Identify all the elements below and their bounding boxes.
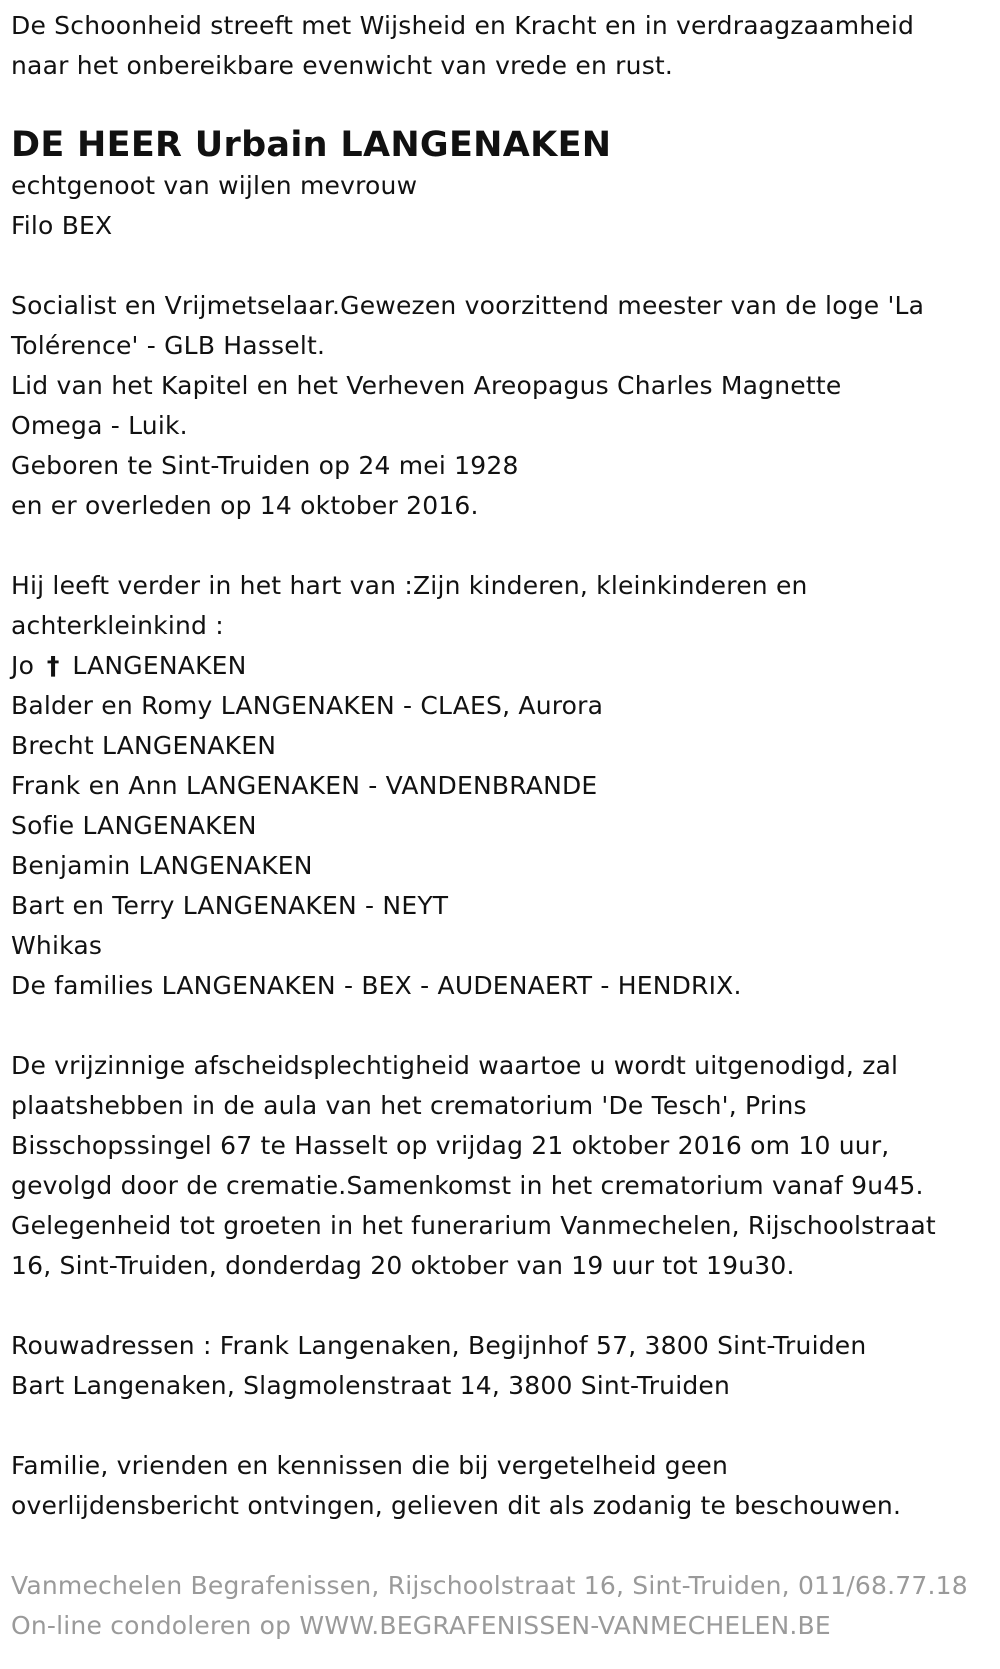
spouse-line: echtgenoot van wijlen mevrouw (11, 171, 418, 200)
footer-line: On-line condoleren op WWW.BEGRAFENISSEN-VANMECHELEN.BE (11, 1611, 831, 1640)
family-member: De families LANGENAKEN - BEX - AUDENAERT - HENDRIX. (11, 971, 742, 1000)
bio-line: Omega - Luik. (11, 411, 188, 440)
bio-line: Geboren te Sint-Truiden op 24 mei 1928 (11, 451, 519, 480)
addresses-section (11, 1326, 991, 1406)
family-section (11, 566, 991, 1006)
spacer (11, 1286, 991, 1326)
ceremony-line: De vrijzinnige afscheidsplechtigheid waartoe u wordt uitgenodigd, zal (11, 1051, 899, 1080)
family-intro-line: Hij leeft verder in het hart van :Zijn kinderen, kleinkinderen en (11, 571, 808, 600)
bio-line: Tolérence' - GLB Hasselt. (11, 331, 326, 360)
cross-icon: † (46, 651, 60, 680)
spouse-line: Filo BEX (11, 211, 113, 240)
family-member-deceased (11, 646, 991, 686)
motto-line: De Schoonheid streeft met Wijsheid en Kracht en in verdraagzaamheid (11, 11, 915, 40)
bio-line: Lid van het Kapitel en het Verheven Areopagus Charles Magnette (11, 371, 842, 400)
bio-line: Socialist en Vrijmetselaar.Gewezen voorzittend meester van de loge 'La (11, 291, 925, 320)
deceased-name: DE HEER Urbain LANGENAKEN (11, 125, 612, 165)
family-member: Frank en Ann LANGENAKEN - VANDENBRANDE (11, 771, 598, 800)
ceremony-line: Gelegenheid tot groeten in het funerarium Vanmechelen, Rijschoolstraat (11, 1211, 936, 1240)
address-line: Rouwadressen : Frank Langenaken, Begijnhof 57, 3800 Sint-Truiden (11, 1331, 867, 1360)
notice-section (11, 1446, 991, 1526)
spouse-section (11, 166, 991, 246)
notice-line: Familie, vrienden en kennissen die bij vergetelheid geen (11, 1451, 729, 1480)
spacer (11, 526, 991, 566)
family-member: Whikas (11, 931, 103, 960)
notice-line: overlijdensbericht ontvingen, gelieven dit als zodanig te beschouwen. (11, 1491, 902, 1520)
footer-line: Vanmechelen Begrafenissen, Rijschoolstraat 16, Sint-Truiden, 011/68.77.18 (11, 1571, 968, 1600)
ceremony-line: Bisschopssingel 67 te Hasselt op vrijdag 21 oktober 2016 om 10 uur, (11, 1131, 890, 1160)
spacer (11, 1526, 991, 1566)
last-name: LANGENAKEN (72, 651, 247, 680)
ceremony-line: 16, Sint-Truiden, donderdag 20 oktober van 19 uur tot 19u30. (11, 1251, 795, 1280)
family-member: Bart en Terry LANGENAKEN - NEYT (11, 891, 449, 920)
bio-section (11, 286, 991, 526)
spacer (11, 246, 991, 286)
spacer (11, 1406, 991, 1446)
ceremony-section (11, 1046, 991, 1286)
motto (11, 6, 991, 86)
family-member: Balder en Romy LANGENAKEN - CLAES, Aurora (11, 691, 604, 720)
obituary-page (11, 0, 991, 1646)
motto-line: naar het onbereikbare evenwicht van vrede en rust. (11, 51, 674, 80)
ceremony-line: plaatshebben in de aula van het crematorium 'De Tesch', Prins (11, 1091, 807, 1120)
ceremony-line: gevolgd door de crematie.Samenkomst in het crematorium vanaf 9u45. (11, 1171, 924, 1200)
family-member: Brecht LANGENAKEN (11, 731, 277, 760)
bio-line: en er overleden op 14 oktober 2016. (11, 491, 479, 520)
address-line: Bart Langenaken, Slagmolenstraat 14, 3800 Sint-Truiden (11, 1371, 731, 1400)
first-name: Jo (11, 651, 35, 680)
family-intro-line: achterkleinkind : (11, 611, 224, 640)
spacer (11, 1006, 991, 1046)
family-member: Benjamin LANGENAKEN (11, 851, 313, 880)
family-member: Sofie LANGENAKEN (11, 811, 257, 840)
footer (11, 1566, 991, 1646)
